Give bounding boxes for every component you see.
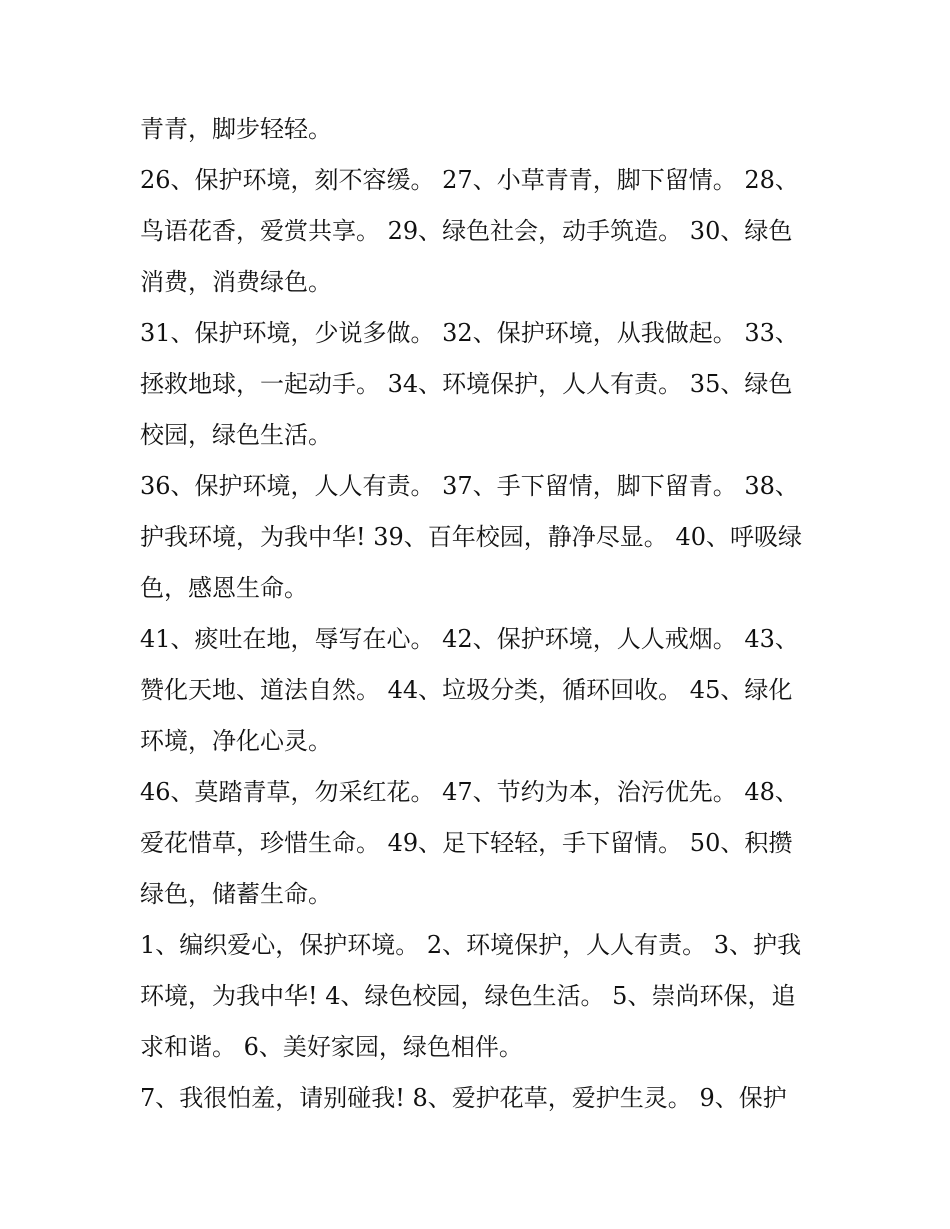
text-line: 26、保护环境，刻不容缓。 27、小草青青，脚下留情。 28、 — [140, 166, 799, 194]
text-line: 31、保护环境，少说多做。 32、保护环境，从我做起。 33、 — [140, 319, 799, 347]
text-line: 求和谐。 6、美好家园，绿色相伴。 — [140, 1033, 523, 1061]
text-line: 36、保护环境，人人有责。 37、手下留情，脚下留青。 38、 — [140, 472, 799, 500]
text-line: 护我环境，为我中华! 39、百年校园，静净尽显。 40、呼吸绿 — [140, 523, 802, 551]
text-line: 色，感恩生命。 — [140, 574, 308, 602]
text-line: 7、我很怕羞，请别碰我! 8、爱护花草，爱护生灵。 9、保护 — [140, 1084, 787, 1112]
text-line: 爱花惜草，珍惜生命。 49、足下轻轻，手下留情。 50、积攒 — [140, 829, 793, 857]
text-line: 环境，净化心灵。 — [140, 727, 332, 755]
text-line: 41、痰吐在地，辱写在心。 42、保护环境，人人戒烟。 43、 — [140, 625, 799, 653]
text-line: 赞化天地、道法自然。 44、垃圾分类，循环回收。 45、绿化 — [140, 676, 793, 704]
text-line: 校园，绿色生活。 — [140, 421, 332, 449]
text-line: 46、莫踏青草，勿采红花。 47、节约为本，治污优先。 48、 — [140, 778, 799, 806]
text-line: 1、编织爱心，保护环境。 2、环境保护，人人有责。 3、护我 — [140, 931, 802, 959]
text-line: 青青，脚步轻轻。 — [140, 115, 332, 143]
text-line: 环境，为我中华! 4、绿色校园，绿色生活。 5、崇尚环保，追 — [140, 982, 796, 1010]
slogan-text-block — [140, 104, 820, 1124]
text-line: 拯救地球，一起动手。 34、环境保护，人人有责。 35、绿色 — [140, 370, 793, 398]
text-line: 绿色，储蓄生命。 — [140, 880, 332, 908]
text-line: 鸟语花香，爱赏共享。 29、绿色社会，动手筑造。 30、绿色 — [140, 217, 793, 245]
text-line: 消费，消费绿色。 — [140, 268, 332, 296]
